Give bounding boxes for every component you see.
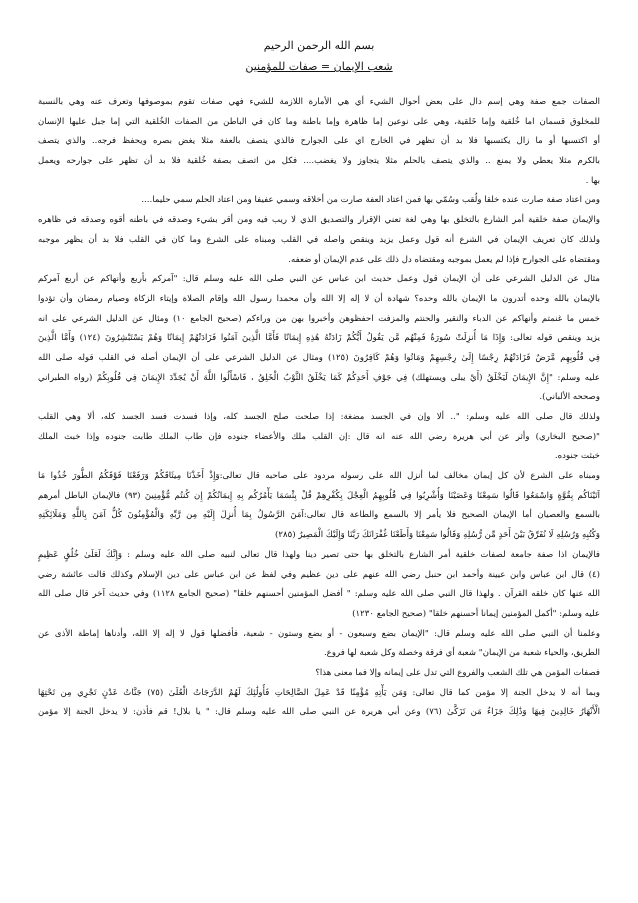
document-heading <box>38 59 600 74</box>
text-line: خمس ما غنمتم وأنهاكم عن الدباء والنقير والحنتم والمزفت احفظوهن وأخبروا بهن من وراءكم (صحيح الجامع ١٠) ومثال عن الدليل الشرعي على انه <box>38 313 600 324</box>
text-line: للمخلوق قسمان اما خُلقية وإما خَلقية، وهي على نوعين إما ظاهرة وإما باطنة وما كان في الباطن من الصفات الخُلقية التي إما جبل عليها الإنسان <box>38 116 600 127</box>
text-line: وَكُتُبِهِ وَرُسُلِهِ لَا نُفَرِّقُ بَيْنَ أَحَدٍ مِّن رُّسُلِهِ وَقَالُوا سَمِعْنَا وَأَطَعْنَا غُفْرَانَكَ رَبَّنَا وَإِلَيْكَ الْمَصِيرُ (٢٨٥) <box>275 530 600 541</box>
basmala: بسم الله الرحمن الرحيم <box>263 39 375 52</box>
text-line: وعلمنا أن النبي صلى الله عليه وسلم قال: "الإيمان بضع وسبعون - أو بضع وستون - شعبة، فأفضلها قول لا إله إلا الله، وأدناها إماطة الأذى عن <box>38 628 600 639</box>
text-line: وصححه الألباني). <box>539 392 600 403</box>
text-line: يزيد وينقص قوله تعالى: وَإِذَا مَا أُنزِلَتْ سُورَةٌ فَمِنْهُم مَّن يَقُولُ أَيُّكُمْ زَادَتْهُ هَٰذِهِ إِيمَانًا فَأَمَّا الَّذِينَ آمَنُوا فَزَادَتْهُمْ إِيمَانًا وَهُمْ يَسْتَبْشِرُونَ (١٢٤) وَأَمَّا الَّذِينَ <box>38 333 600 344</box>
text-line: ومبناه على الشرع لأن كل إيمان مخالف لما أنزل الله على رسوله مردود على صاحبه قال تعالى:وَإِذْ أَخَذْنَا مِيثَاقَكُمْ وَرَفَعْنَا فَوْقَكُمُ الطُّورَ خُذُوا مَا <box>38 471 600 482</box>
text-line: الصفات جمع صفة وهي إسم دال على بعض أحوال الشيء أي هي الأمارة اللازمة للشيء فهي صفات تقوم بموصوفها وتعرف عنه وهي بالنسبة <box>38 97 600 107</box>
text-line: بالكرم مثلا يعطي ولا يمنع .. والذي يتصف بالحلم مثلا يتجاوز ولا يغضب.... فكل من اتصف بصفة خُلقية فلا بد أن تظهر على جوارحه ويعمل <box>38 156 600 167</box>
heading-text: شعب الإيمان = صفات للمؤمنين <box>245 60 393 73</box>
text-line: ومقتضاه على الجوارح فإذا لم يعمل بموجبه ومقتضاه دل ذلك على عدم الإيمان أو ضعفه. <box>288 254 600 265</box>
text-line: فالإيمان اذا صفة جامعة لصفات خلقية أمر الشارع بالتخلق بها حتى تصير دينا ولهذا قال تعالى لنبيه صلى الله عليه وسلم : وَإِنَّكَ لَعَلَىٰ خُلُقٍ عَظِيمٍ <box>38 549 600 560</box>
text-line: خبثت جنوده. <box>554 451 600 462</box>
text-line: والإيمان صفة خلقية أمر الشارع بالتخلق بها وهي لغة تعني الإقرار والتصديق الذي لا ريب فيه ومن أقر بشيء وصدقه في باطنه أقوه وصدقه في ظاهره <box>38 215 600 226</box>
text-line: آتَيْنَاكُم بِقُوَّةٍ وَاسْمَعُوا قَالُوا سَمِعْنَا وَعَصَيْنَا وَأُشْرِبُوا فِي قُلُوبِهِمُ الْعِجْلَ بِكُفْرِهِمْ قُلْ بِئْسَمَا يَأْمُرُكُم بِهِ إِيمَانُكُمْ إِن كُنتُم مُّؤْمِنِينَ (٩٣) فالإيمان الباطل أمرهم <box>38 490 600 501</box>
text-line: الطريق، والحياء شعبة من الإيمان" شعبة أي فرقة وخصلة وكل شعبة لها فروع. <box>323 648 600 659</box>
text-line: أو اكتسبها أو ما زال يكتسبها فلا بد أن تظهر في الخارج اي على الجوارح فالذي يتصف بالعفة مثلا يغض بصره ويحفظ فرجه.. والذي يتصف <box>38 136 600 147</box>
text-line: مثال عن الدليل الشرعي على أن الإيمان قول وعمل حديث ابن عباس عن النبي صلى الله عليه وسلم قال: "آمركم بأربع وأنهاكم عن أربع آمركم <box>38 274 600 285</box>
text-line: ولذلك كان تعريف الإيمان في الشرع أنه قول وعمل يزيد وينقص واصله في القلب ومبناه على الشرع وما كان في القلب فلا بد أن يظهر موجبه <box>38 234 600 245</box>
text-line: ولذلك قال صلى الله عليه وسلم: ".. ألا وإن في الجسد مضغة: إذا صلحت صلح الجسد كله، وإذا فسدت فسد الجسد كله، ألا وهي القلب <box>38 412 600 422</box>
text-line: عليه وسلم: "إِنَّ الإِيمَانَ لَيَخْلَقُ (أَيْ يبلى ويستهلك) فِي جَوْفِ أَحَدِكُمْ كَمَا يَخْلَقُ الثَّوْبُ الْخَلِقُ ، فَاسْأَلُوا اللَّهَ أَنْ يُجَدِّدَ الإِيمَانَ فِي قُلُوبِكُمْ (رواه الطبراني <box>38 372 600 383</box>
text-line: بها . <box>585 175 600 186</box>
text-line: الله عنها كان خلقه القرآن . ولهذا قال النبي صلى الله عليه وسلم: " أفضل المؤمنين أحسنهم خلقا" (صحيح الجامع ١١٢٨) وفي حديث آخر قال صلى الله <box>38 589 600 600</box>
text-line: (٤) قال ابن عباس وابن عيينة وأحمد ابن حنبل رضي الله عنهم على دين عظيم وفي لفظ عن ابن عباس على دين الإسلام وكذلك قالت عائشة رضي <box>38 569 600 580</box>
text-line: بالسمع والعصيان أما الإيمان الصحيح فلا يأمر إلا بالسمع والطاعة قال تعالى:آمَنَ الرَّسُولُ بِمَا أُنزِلَ إِلَيْهِ مِن رَّبِّهِ وَالْمُؤْمِنُونَ كُلٌّ آمَنَ بِاللَّهِ وَمَلَائِكَتِهِ <box>38 510 600 521</box>
text-line: ومن اعتاد صفة صارت عنده خلقا ولُقب وسُمّي بها فمن اعتاد العفة صارت من أخلاقه وسمي عفيفا ومن اعتاد الحلم سمي حليما.... <box>141 195 600 206</box>
text-line: الْأَنْهَارُ خَالِدِينَ فِيهَا وَذَٰلِكَ جَزَاءُ مَن تَزَكَّىٰ (٧٦) وعن أبي هريرة عن النبي صلى الله عليه وسلم قال: " يا بلال! قم فأذن: لا يدخل الجنة إلا مؤمن <box>38 707 600 718</box>
text-line: فِي قُلُوبِهِم مَّرَضٌ فَزَادَتْهُمْ رِجْسًا إِلَىٰ رِجْسِهِمْ وَمَاتُوا وَهُمْ كَافِرُونَ (١٢٥) ومثال عن الدليل الشرعي على أن الإيمان أصله في القلب قوله صلى الله <box>38 352 600 363</box>
text-line: بالإيمان بالله وحده أتدرون ما الإيمان بالله وحده؟ شهادة أن لا إله إلا الله وأن محمدا رسول الله وإقام الصلاة وإيتاء الزكاة وصيام رمضان وأن تؤدوا <box>38 293 600 304</box>
text-line: "(صحيح البخاري) وأثر عن أبي هريرة رضي الله عنه انه قال :إن القلب ملك والأعضاء جنوده فإن طاب الملك طابت جنوده وإذا خبث الملك <box>38 431 600 442</box>
text-line: فصفات المؤمن هي تلك الشعب والفروع التي تدل على إيمانه وإلا فما معنى هذا؟ <box>315 667 600 678</box>
text-line: وبما أنه لا يدخل الجنة إلا مؤمن كما قال تعالى: وَمَن يَأْتِهِ مُؤْمِنًا قَدْ عَمِلَ الصَّالِحَاتِ فَأُولَٰئِكَ لَهُمُ الدَّرَجَاتُ الْعُلَىٰ (٧٥) جَنَّاتُ عَدْنٍ تَجْرِي مِن تَحْتِهَا <box>38 687 600 698</box>
body-text <box>38 93 600 723</box>
text-line: عليه وسلم: "أكمل المؤمنين إيمانا أحسنهم خلقا" (صحيح الجامع ١٢٣٠) <box>352 608 600 619</box>
